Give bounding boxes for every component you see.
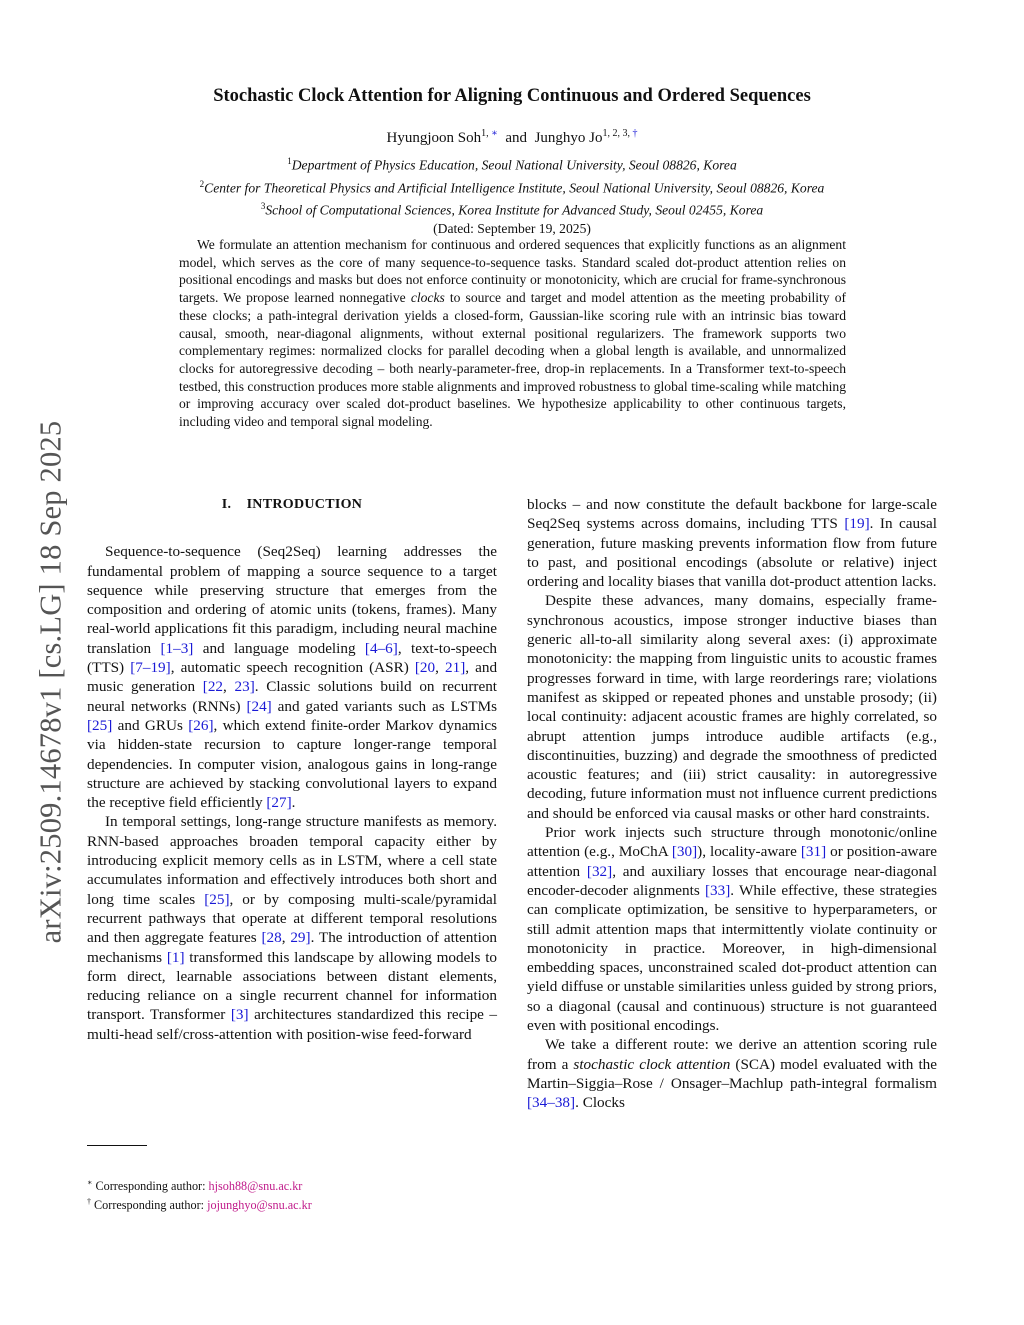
paragraph: Sequence-to-sequence (Seq2Seq) learning addresses the fundamental problem of mapping a source sequence to a target sequence while preserving structure that emerges from the composition and ordering of atomic units (tokens, frames). Many real-world applications fit this paradigm, including neural machine translation [1–3] and language modeling [4–6], text-to-speech (TTS) [7–19], automatic speech recognition (ASR) [20, 21], and music generation [22, 23]. Classic solutions build on recurrent neural networks (RNNs) [24] and gated variants such as LSTMs [25] and GRUs [26], which extend finite-order Markov dynamics via hidden-state recursion to capture longer-range temporal dependencies. In computer vision, analogous gains in long-range structure are achieved by stacking convolutional layers to expand the receptive field efficiently [27]. xyxy=(87,543,498,812)
citation-link[interactable]: [25] xyxy=(204,890,230,908)
paragraph: blocks – and now constitute the default backbone for large-scale Seq2Seq systems across domains, including TTS [19]. In causal generation, future masking prevents information flow from future to past, and positional encodings (absolute or relative) inject ordering and locality biases that vanilla dot-product attention lacks. xyxy=(527,496,937,591)
author-list xyxy=(0,128,1024,147)
right-column xyxy=(527,495,937,1113)
author-affiliation-marker: 1, 2, 3, † xyxy=(602,128,638,139)
author-name: Junghyo Jo xyxy=(534,130,603,146)
citation-link[interactable]: [1–3] xyxy=(160,639,194,657)
footnote-divider xyxy=(87,1145,147,1146)
footnote: ∗ Corresponding author: hjsoh88@snu.ac.kr xyxy=(87,1178,303,1194)
section-heading: I. INTRODUCTION xyxy=(221,497,363,512)
left-column xyxy=(87,494,497,1044)
paragraph: Despite these advances, many domains, especially frame-synchronous acoustics, impose stronger inductive biases than generic all-to-all similarity along several axes: (i) approximate monotonicity: the mapping from linguistic units to acoustic frames progresses forward in time, with large reorderings rare; violations manifest as skipped or repeated phones and unstable prosody; (ii) local continuity: adjacent acoustic frames are highly correlated, so abrupt attention jumps introduce audible artifacts (e.g., discontinuities, buzzing) and degrade the smoothness of predicted acoustic features; and (iii) strict causality: in autoregressive decoding, future information must not influence current predictions and should be enforced via causal masks or other hard constraints. xyxy=(527,592,937,822)
citation-link[interactable]: [22 xyxy=(202,678,224,696)
footnote: † Corresponding author: jojunghyo@snu.ac.kr xyxy=(87,1197,312,1213)
citation-link[interactable]: 23] xyxy=(234,678,255,696)
citation-link[interactable]: [19] xyxy=(844,515,870,533)
citation-link[interactable]: [27] xyxy=(266,794,292,812)
affiliation: $^3$School of Computational Sciences, Korea Institute for Advanced Study, Seoul 02455, Korea xyxy=(260,201,764,218)
date-line: (Dated: September 19, 2025) xyxy=(433,221,591,237)
citation-link[interactable]: [3] xyxy=(230,1006,249,1024)
footnotes xyxy=(87,1175,497,1213)
citation-link[interactable]: [30] xyxy=(671,843,698,861)
email-link[interactable]: jojunghyo@snu.ac.kr xyxy=(207,1198,312,1213)
author-separator: and xyxy=(505,130,528,146)
citation-link[interactable]: 29] xyxy=(290,929,311,947)
citation-link[interactable]: [26] xyxy=(188,716,214,734)
citation-link[interactable]: [34–38] xyxy=(527,1094,576,1112)
citation-link[interactable]: [32] xyxy=(586,862,613,880)
citation-link[interactable]: [25] xyxy=(87,716,113,734)
arxiv-identifier-text: arXiv:2509.14678v1 [cs.LG] 18 Sep 2025 xyxy=(33,420,68,944)
citation-link[interactable]: [20 xyxy=(414,659,436,677)
author-name: Hyungjoon Soh xyxy=(386,130,482,146)
arxiv-identifier xyxy=(16,372,86,992)
citation-link[interactable]: [31] xyxy=(800,843,827,861)
paragraph: We take a different route: we derive an attention scoring rule from a stochastic clock attention (SCA) model evaluated with the Martin–Siggia–Rose / Onsager–Machlup path-integral formalism [34–38]. Clocks xyxy=(527,1036,938,1112)
paragraph: In temporal settings, long-range structure manifests as memory. RNN-based approaches broaden temporal capacity either by introducing explicit memory cells as in LSTM, where a cell state accumulates information and effectively introduces both short and long time scales [25], or by composing multi-scale/pyramidal recurrent pathways that operate at different temporal resolutions and then aggregate features [28, 29]. The introduction of attention mechanisms [1] transformed this landscape by allowing models to form direct, learnable associations between distant elements, reducing reliance on a single recurrent channel for information transport. Transformer [3] architectures standardized this recipe – multi-head self/cross-attention with position-wise feed-forward xyxy=(87,813,498,1043)
affiliation: $^1$Department of Physics Education, Seoul National University, Seoul 08826, Korea xyxy=(287,156,737,173)
citation-link[interactable]: [7–19] xyxy=(130,659,171,677)
citation-link[interactable]: [28 xyxy=(261,929,282,947)
citation-link[interactable]: [4–6] xyxy=(364,639,398,657)
paper-title: Stochastic Clock Attention for Aligning Continuous and Ordered Sequences xyxy=(213,86,811,106)
author-affiliation-marker: 1, ∗ xyxy=(481,128,498,139)
citation-link[interactable]: 21] xyxy=(445,659,466,677)
paragraph: Prior work injects such structure through monotonic/online attention (e.g., MoChA [30]), locality-aware [31] or position-aware attention [32], and auxiliary losses that encourage near-diagonal encoder-decoder alignments [33]. While effective, these strategies can complicate optimization, be sensitive to hyperparameters, or still admit attention maps that intermittently violate continuity or monotonicity in practice. Moreover, in high-dimensional embedding spaces, unconstrained scaled dot-product attention can yield diffuse or unstable similarities unless guided by strong priors, so a diagonal (causal and continuous) structure is not guaranteed even with positional encodings. xyxy=(527,824,938,1035)
email-link[interactable]: hjsoh88@snu.ac.kr xyxy=(208,1179,303,1194)
corresponding-author-link[interactable]: † xyxy=(632,128,638,139)
corresponding-author-link[interactable]: ∗ xyxy=(491,128,498,139)
affiliation-list xyxy=(60,152,964,238)
citation-link[interactable]: [1] xyxy=(166,948,185,966)
citation-link[interactable]: [33] xyxy=(704,881,731,899)
affiliation: $^2$Center for Theoretical Physics and Artificial Intelligence Institute, Seoul National University, Seoul 08826, Korea xyxy=(199,178,825,196)
abstract: We formulate an attention mechanism for continuous and ordered sequences that explicitly functions as an alignment model, which serves as the core of many sequence-to-sequence tasks. Standard scaled dot-product attention relies on positional encodings and masks but does not enforce continuity or monotonicity, which are crucial for frame-synchronous targets. We propose learned nonnegative clocks to source and target and model attention as the meeting probability of these clocks; a path-integral derivation yields a closed-form, Gaussian-like scoring rule with an intrinsic bias toward causal, smooth, near-diagonal alignments, without external positional regularizers. The framework supports two complementary regimes: normalized clocks for parallel decoding when a global length is available, and unnormalized clocks for autoregressive decoding – both nearly-parameter-free, drop-in replacements. In a Transformer text-to-speech testbed, this construction produces more stable alignments and improved robustness to global time-scaling while matching or improving accuracy over scaled dot-product baselines. We hypothesize applicability to other continuous targets, including video and temporal signal modeling. xyxy=(179,237,847,430)
citation-link[interactable]: [24] xyxy=(246,697,272,715)
